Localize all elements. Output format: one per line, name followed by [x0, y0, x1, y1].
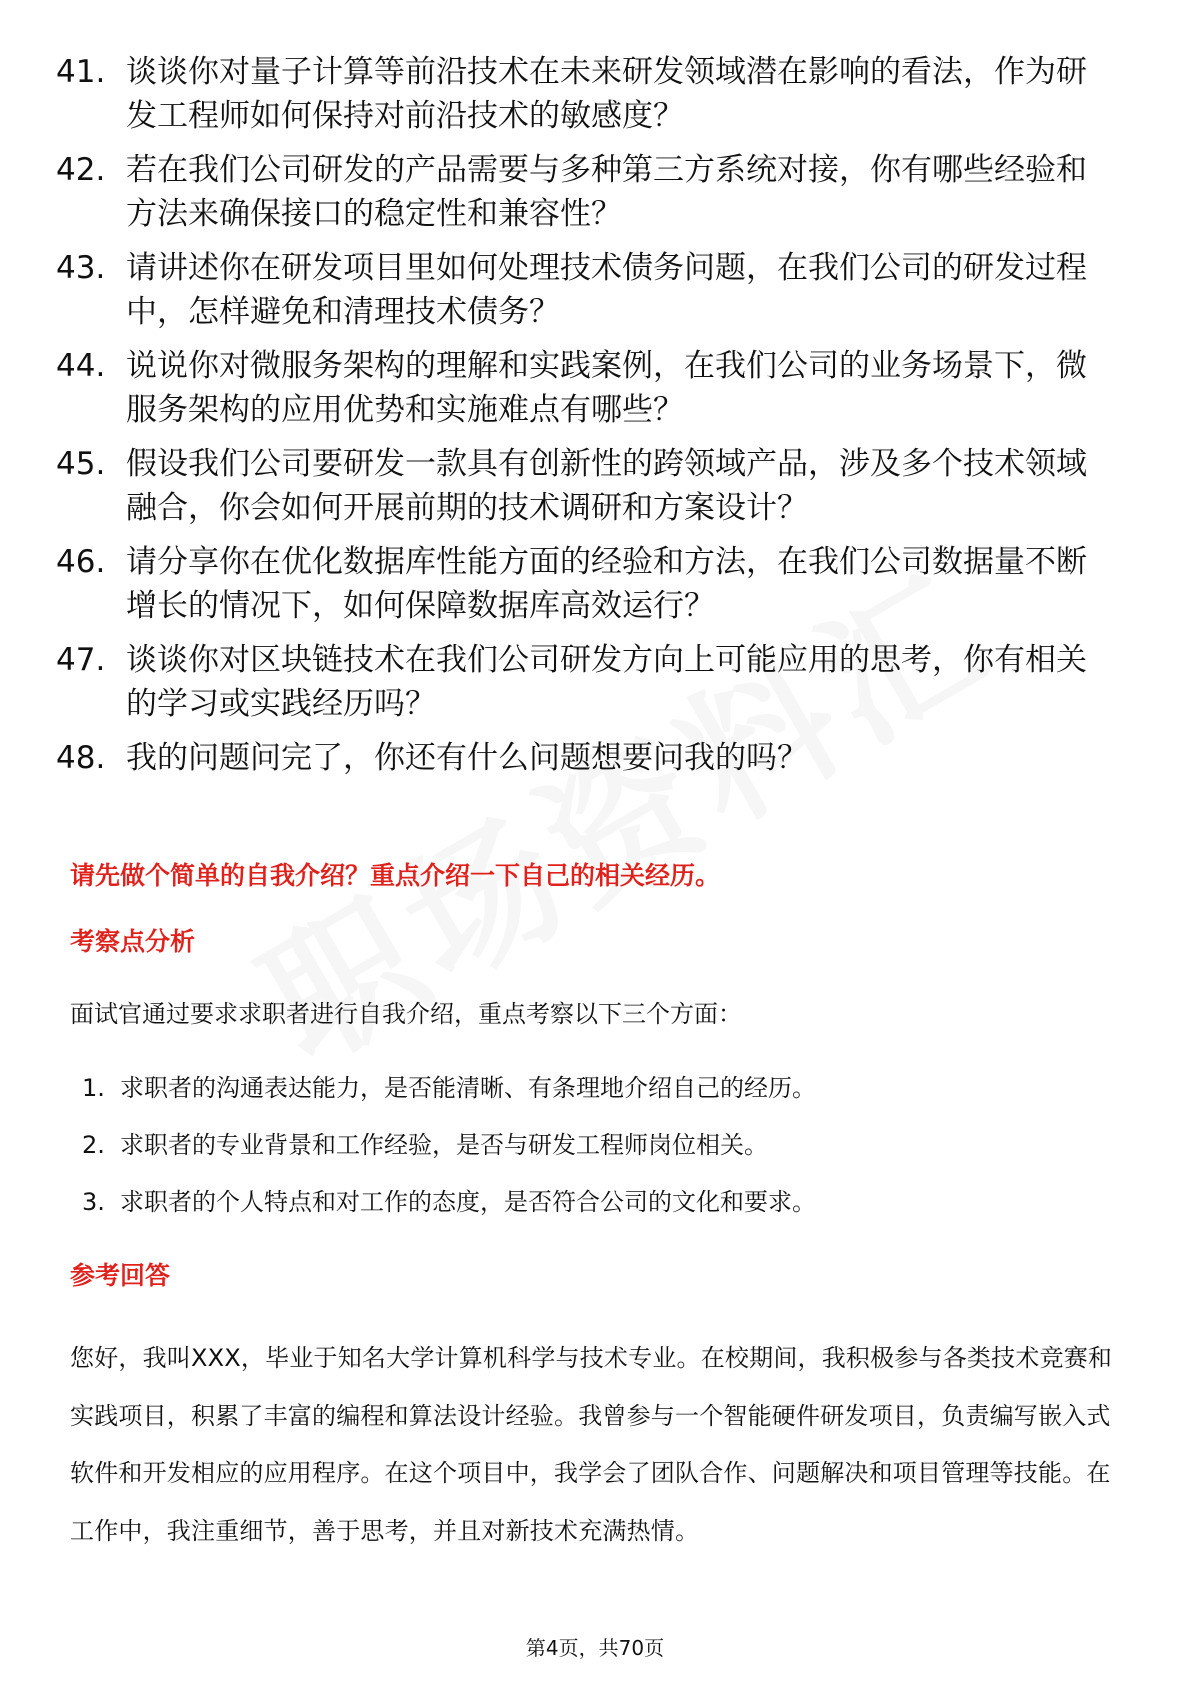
reference-answer: 您好，我叫XXX，毕业于知名大学计算机科学与技术专业。在校期间，我积极参与各类技术竞赛和实践项目，积累了丰富的编程和算法设计经验。我曾参与一个智能硬件研发项目，负责编写嵌入式软件和开发相应的应用程序。在这个项目中，我学会了团队合作、问题解决和项目管理等技能。在工作中，我注重细节，善于思考，并且对新技术充满热情。 [70, 1344, 1113, 1545]
point-text: 求职者的沟通表达能力，是否能清晰、有条理地介绍自己的经历。 [120, 1074, 816, 1102]
point-number: 3. [82, 1188, 105, 1216]
question-text: 说说你对微服务架构的理解和实践案例，在我们公司的业务场景下，微服务架构的应用优势和实施难点有哪些？ [126, 348, 1087, 428]
list-item [56, 148, 1116, 236]
question-number: 46. [56, 544, 106, 580]
list-item [56, 246, 1116, 334]
reference-heading: 参考回答 [70, 1261, 171, 1290]
analysis-intro: 面试官通过要求求职者进行自我介绍，重点考察以下三个方面： [70, 1000, 742, 1028]
question-number: 41. [56, 54, 106, 90]
list-item [56, 344, 1116, 432]
question-number: 42. [56, 152, 106, 188]
list-item [56, 638, 1116, 726]
question-text: 假设我们公司要研发一款具有创新性的跨领域产品，涉及多个技术领域融合，你会如何开展前期的技术调研和方案设计？ [126, 446, 1087, 526]
list-item [82, 1070, 816, 1127]
list-item [56, 736, 1116, 780]
page-footer: 第4页，共70页 [525, 1636, 665, 1660]
question-text: 请讲述你在研发项目里如何处理技术债务问题，在我们公司的研发过程中，怎样避免和清理技术债务？ [126, 250, 1087, 330]
question-list [56, 50, 1116, 790]
list-item [56, 540, 1116, 628]
question-text: 谈谈你对量子计算等前沿技术在未来研发领域潜在影响的看法，作为研发工程师如何保持对前沿技术的敏感度？ [126, 54, 1087, 134]
point-text: 求职者的个人特点和对工作的态度，是否符合公司的文化和要求。 [120, 1188, 816, 1216]
list-item [82, 1127, 816, 1184]
question-text: 谈谈你对区块链技术在我们公司研发方向上可能应用的思考，你有相关的学习或实践经历吗？ [126, 642, 1087, 722]
list-item [56, 442, 1116, 530]
analysis-heading: 考察点分析 [70, 927, 196, 956]
question-text: 若在我们公司研发的产品需要与多种第三方系统对接，你有哪些经验和方法来确保接口的稳定性和兼容性？ [126, 152, 1087, 232]
point-text: 求职者的专业背景和工作经验，是否与研发工程师岗位相关。 [120, 1131, 768, 1159]
question-number: 47. [56, 642, 106, 678]
point-number: 2. [82, 1131, 105, 1159]
question-number: 44. [56, 348, 106, 384]
question-number: 48. [56, 740, 106, 776]
featured-question: 请先做个简单的自我介绍？重点介绍一下自己的相关经历。 [70, 861, 721, 890]
question-text: 我的问题问完了，你还有什么问题想要问我的吗？ [126, 740, 808, 776]
list-item [82, 1184, 816, 1241]
list-item [56, 50, 1116, 138]
analysis-points [82, 1070, 816, 1241]
question-number: 43. [56, 250, 106, 286]
point-number: 1. [82, 1074, 105, 1102]
question-text: 请分享你在优化数据库性能方面的经验和方法，在我们公司数据量不断增长的情况下，如何保障数据库高效运行？ [126, 544, 1087, 624]
question-number: 45. [56, 446, 106, 482]
